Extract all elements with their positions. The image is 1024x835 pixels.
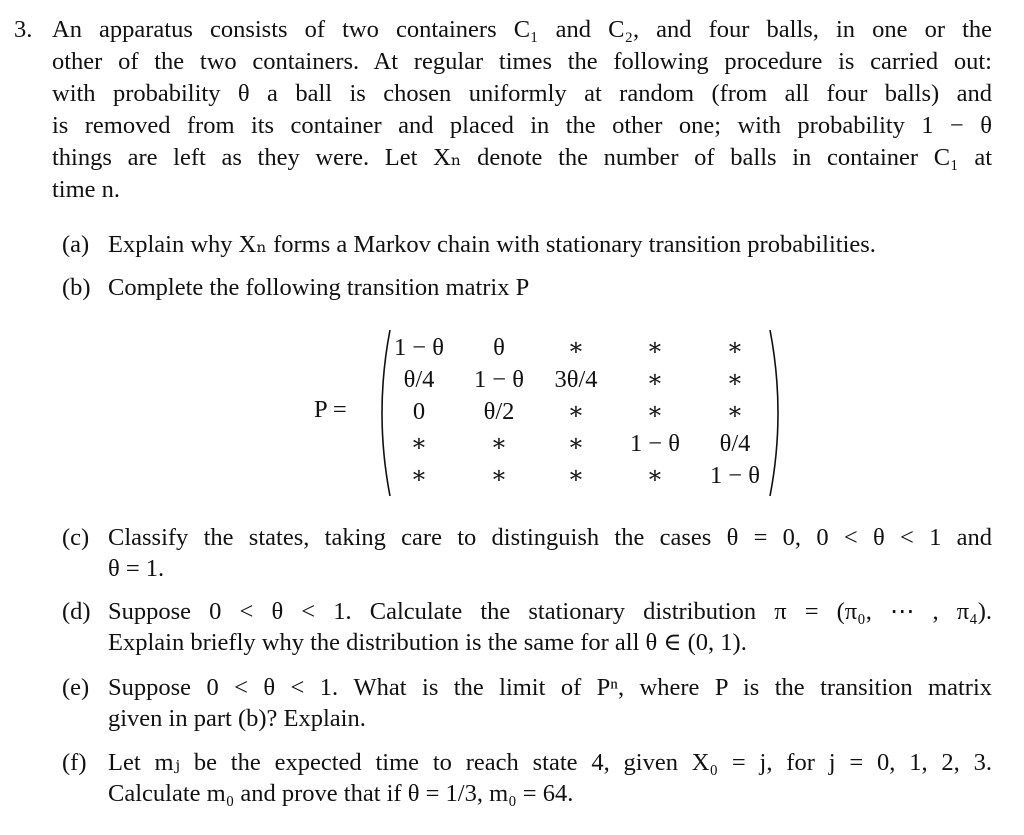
part-a (62, 229, 992, 260)
part-label: (e) (62, 674, 90, 701)
part-text: Complete the following transition matrix P (108, 274, 530, 301)
part-text: Explain why Xₙ forms a Markov chain with stationary transition probabilities. (108, 231, 876, 258)
part-f (62, 747, 992, 809)
matrix-cell: ∗ (490, 430, 508, 457)
matrix-cell: θ/2 (483, 398, 515, 425)
part-label: (a) (62, 231, 90, 258)
intro-line: An apparatus consists of two containers C₁ and C₂, and four balls, in one or the (52, 16, 992, 43)
intro-line: with probability θ a ball is chosen uniformly at random (from all four balls) and (52, 80, 992, 107)
part-c (62, 522, 992, 584)
matrix-cell: 1 − θ (473, 366, 525, 393)
matrix-cell: ∗ (567, 462, 585, 489)
part-text: Suppose 0 < θ < 1. What is the limit of Pⁿ, where P is the transition matrix (108, 674, 992, 701)
matrix-cell: ∗ (726, 334, 744, 361)
matrix-cell: θ/4 (719, 430, 751, 457)
intro-line: is removed from its container and placed in the other one; with probability 1 − θ (52, 112, 992, 139)
question-number: 3. (14, 16, 33, 43)
part-text: Let mⱼ be the expected time to reach state 4, given X₀ = j, for j = 0, 1, 2, 3. (108, 749, 992, 776)
matrix-cell: ∗ (567, 430, 585, 457)
part-text: Classify the states, taking care to distinguish the cases θ = 0, 0 < θ < 1 and (108, 524, 992, 551)
part-label: (d) (62, 598, 91, 625)
matrix-cell: ∗ (410, 430, 428, 457)
right-parenthesis (766, 328, 788, 498)
part-text: Calculate m₀ and prove that if θ = 1/3, m₀ = 64. (108, 780, 574, 807)
matrix-cell: ∗ (567, 334, 585, 361)
part-text: Explain briefly why the distribution is the same for all θ ∈ (0, 1). (108, 629, 747, 656)
question-intro (52, 14, 992, 206)
matrix-cell: 0 (412, 398, 426, 425)
part-text: Suppose 0 < θ < 1. Calculate the stationary distribution π = (π₀, ⋯ , π₄). (108, 598, 992, 625)
matrix-cell: ∗ (410, 462, 428, 489)
matrix-cell: ∗ (726, 398, 744, 425)
part-label: (f) (62, 749, 87, 776)
part-d (62, 596, 992, 658)
matrix-cell: 1 − θ (709, 462, 761, 489)
matrix-cell: 1 − θ (393, 334, 445, 361)
matrix-cell: 1 − θ (629, 430, 681, 457)
matrix-cell: θ/4 (403, 366, 435, 393)
part-text: θ = 1. (108, 555, 165, 582)
intro-line: other of the two containers. At regular times the following procedure is carried out: (52, 48, 992, 75)
part-e (62, 672, 992, 734)
matrix-cell: ∗ (646, 366, 664, 393)
matrix-cell: ∗ (567, 398, 585, 425)
matrix-cell: ∗ (490, 462, 508, 489)
matrix-cell: ∗ (646, 334, 664, 361)
matrix-cell: ∗ (646, 398, 664, 425)
part-label: (b) (62, 274, 91, 301)
part-label: (c) (62, 524, 90, 551)
intro-line: things are left as they were. Let Xₙ denote the number of balls in container C₁ at (52, 144, 992, 171)
matrix-cell: ∗ (726, 366, 744, 393)
part-b (62, 272, 992, 303)
matrix-cell: θ (493, 334, 505, 361)
matrix-cell: ∗ (646, 462, 664, 489)
part-text: given in part (b)? Explain. (108, 705, 366, 732)
matrix-cell: 3θ/4 (554, 366, 598, 393)
intro-line: time n. (52, 176, 121, 203)
matrix-label: P = (314, 396, 347, 423)
